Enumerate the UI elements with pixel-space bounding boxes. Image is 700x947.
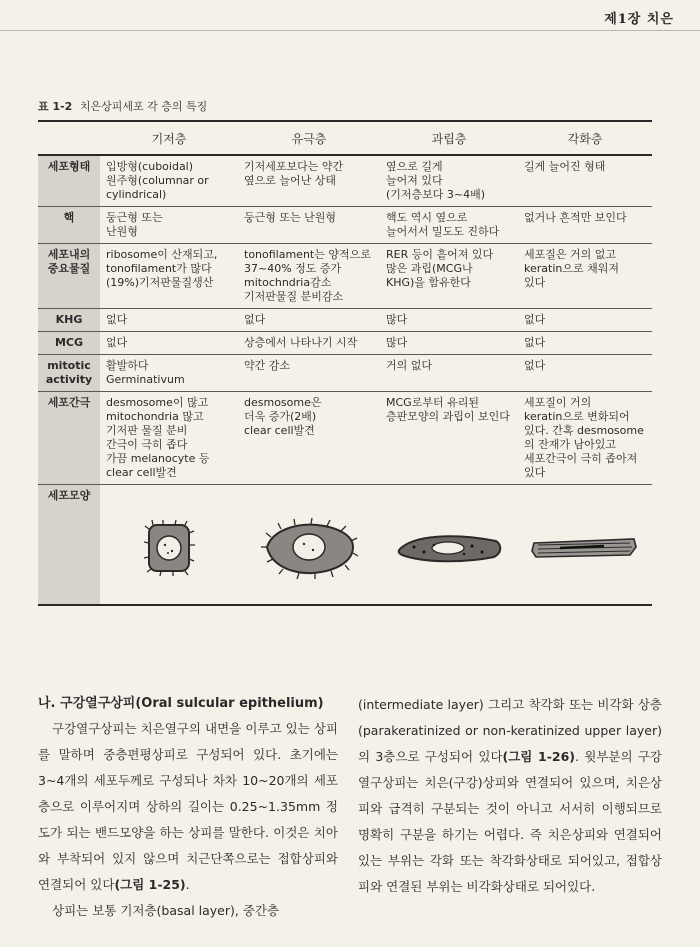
table-cell: 길게 늘어진 형태 [518,155,652,207]
basal-cell-drawing [139,517,199,579]
row-header: KHG [38,309,100,332]
row-header: 세포형태 [38,155,100,207]
table-cell: desmosome은 더욱 증가(2배) clear cell발견 [238,392,380,485]
table-header-row [38,121,652,155]
epithelium-layer-table [38,120,652,606]
table-cell: desmosome이 많고 mitochondria 많고 기저판 물질 분비 간극이 극히 좁다 가끔 melanocyte 등 clear cell발견 [100,392,238,485]
paragraph [38,716,338,898]
table-cell: RER 등이 흩어져 있다 많은 과립(MCG나 KHG)을 함유한다 [380,244,518,309]
table-cell: ribosome이 산재되고, tonofilament가 많다 (19%)기저판물질생산 [100,244,238,309]
table-row [38,155,652,207]
table-cell: tonofilament는 양적으로 37~40% 정도 증가 mitochndria감소 기저판물질 분비감소 [238,244,380,309]
table-caption [38,98,207,114]
right-text-column [358,692,662,900]
table-cell: 활발하다 Germinativum [100,355,238,392]
table-cell: 상층에서 나타나기 시작 [238,332,380,355]
table-cell: 입방형(cuboidal) 원주형(columnar or cylindrical) [100,155,238,207]
row-header: MCG [38,332,100,355]
column-header-granular: 과립층 [380,121,518,155]
table-cell: 세포질이 거의 keratin으로 변화되어 있다. 간혹 desmosome 의 잔재가 남아있고 세포간극이 극히 좁아져 있다 [518,392,652,485]
running-head: 제1장 치은 [604,12,674,27]
table-cell: 약간 감소 [238,355,380,392]
paragraph [358,692,662,900]
table-row [38,332,652,355]
table-cell: 없다 [238,309,380,332]
row-header: mitotic activity [38,355,100,392]
table-cell: 거의 없다 [380,355,518,392]
table-row-cell-shape [38,485,652,606]
table-cell: MCG로부터 유리된 층판모양의 과립이 보인다 [380,392,518,485]
row-header: 세포간극 [38,392,100,485]
spinous-cell-drawing [259,517,359,579]
table-header-corner [38,121,100,155]
table-cell: 핵도 역시 옆으로 늘어서서 밀도도 진하다 [380,207,518,244]
paragraph-text: . [185,877,190,892]
table-row [38,309,652,332]
table-row [38,244,652,309]
table-row [38,355,652,392]
column-header-spinous: 유극층 [238,121,380,155]
keratinized-cell-drawing-cell [518,485,652,606]
table-cell: 둥근형 또는 난원형 [238,207,380,244]
table-cell: 옆으로 길게 늘어져 있다 (기저층보다 3~4배) [380,155,518,207]
table-cell: 없다 [518,355,652,392]
section-heading: 나. 구강열구상피(Oral sulcular epithelium) [38,696,324,711]
column-header-keratinized: 각화층 [518,121,652,155]
paragraph-text: 구강열구상피는 치은열구의 내면을 이루고 있는 상피를 말하며 중층편평상피로 구성되어 있다. 초기에는 3~4개의 세포두께로 구성되나 차차 10~20개의 세포층으로 이루어지며 상하의 길이는 0.25~1.35mm 정도가 되는 밴드모양을 하는 상피를 말한다. 이것은 치아와 부착되어 있지 않으며 치근단쪽으로는 접합상피와 연결되어 있다 [38,721,338,892]
table-cell: 기저세포보다는 약간 옆으로 늘어난 상태 [238,155,380,207]
table-cell: 없거나 흔적만 보인다 [518,207,652,244]
figure-reference: (그림 1-25) [114,877,186,892]
row-header: 핵 [38,207,100,244]
table-caption-title: 치은상피세포 각 층의 특징 [79,100,208,113]
table-cell: 없다 [518,332,652,355]
table-cell: 많다 [380,332,518,355]
table-caption-label: 표 1-2 [38,100,73,113]
paragraph-text: (intermediate layer) 그리고 착각화 또는 비각화 상층(parakeratinized or non-keratinized upper layer)의 3층으로 구성되어 있다 [358,697,662,764]
table-cell: 둥근형 또는 난원형 [100,207,238,244]
granular-cell-drawing [394,517,504,579]
row-header: 세포내의 중요물질 [38,244,100,309]
top-rule [0,30,700,31]
table-cell: 없다 [518,309,652,332]
granular-cell-drawing-cell [380,485,518,606]
keratinized-cell-drawing [530,517,640,579]
table-cell: 없다 [100,332,238,355]
row-header: 세포모양 [38,485,100,606]
table-cell: 세포질은 거의 없고 keratin으로 채워져 있다 [518,244,652,309]
table-cell: 많다 [380,309,518,332]
paragraph-text: . 윗부분의 구강열구상피는 치은(구강)상피와 연결되어 있으며, 치은상피와 급격히 구분되는 것이 아니고 서서히 이행되므로 명확히 구분을 하기는 어렵다. 즉 치은상피와 연결되어 있는 부위는 각화 또는 착각화상태로 되어있고, 접합상피와 연결된 부위는 비각화상태로 되어있다. [358,749,662,894]
figure-reference: (그림 1-26) [502,749,576,764]
table-row [38,392,652,485]
column-header-basal: 기저층 [100,121,238,155]
basal-cell-drawing-cell [100,485,238,606]
spinous-cell-drawing-cell [238,485,380,606]
left-text-column [38,692,338,924]
paragraph: 상피는 보통 기저층(basal layer), 중간층 [52,903,280,918]
table-row [38,207,652,244]
table-cell: 없다 [100,309,238,332]
